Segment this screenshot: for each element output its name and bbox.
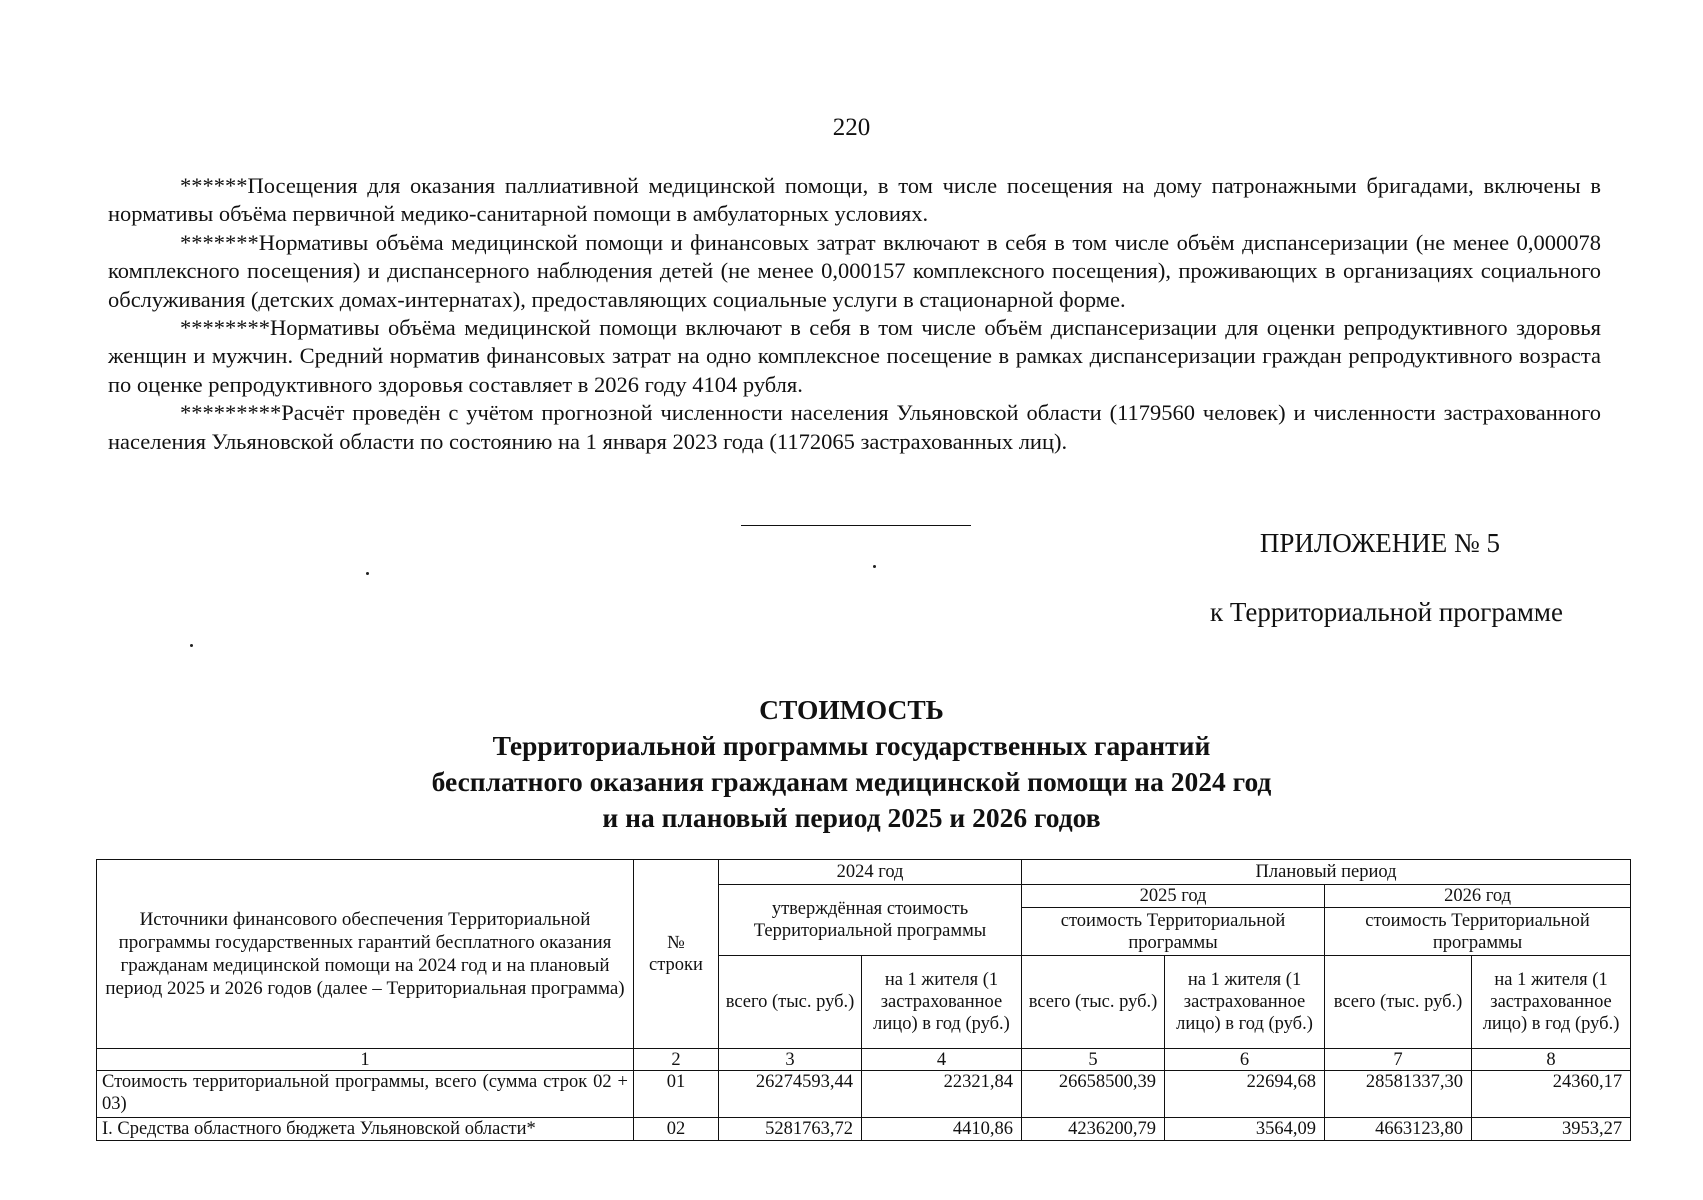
value-2024-per-capita: 4410,86 [862, 1118, 1022, 1141]
value-2025-total: 26658500,39 [1022, 1071, 1165, 1118]
value-2024-total: 26274593,44 [719, 1071, 862, 1118]
scan-speck [366, 572, 369, 575]
header-row-no: № строки [634, 860, 719, 1049]
value-2026-total: 4663123,80 [1325, 1118, 1472, 1141]
header-per-capita-2025: на 1 жителя (1 застрахованное лицо) в год (руб.) [1165, 956, 1325, 1049]
value-2024-per-capita: 22321,84 [862, 1071, 1022, 1118]
header-per-capita-2024: на 1 жителя (1 застрахованное лицо) в год (руб.) [862, 956, 1022, 1049]
value-2024-total: 5281763,72 [719, 1118, 862, 1141]
column-number: 2 [634, 1049, 719, 1071]
header-approved-cost: утверждённая стоимость Территориальной программы [719, 885, 1022, 956]
value-2025-per-capita: 22694,68 [1165, 1071, 1325, 1118]
footnote-reproductive-health: ********Нормативы объёма медицинской помощи включают в себя в том числе объём диспансеризации для оценки репродуктивного здоровья женщин и мужчин. Средний норматив финансовых затрат на одно комплексное посещение в рамках диспансеризации граждан репродуктивного возраста по оценке репродуктивного здоровья составляет в 2026 году 4104 рубля. [108, 315, 1601, 397]
value-2026-per-capita: 24360,17 [1472, 1071, 1631, 1118]
column-number: 6 [1165, 1049, 1325, 1071]
header-year-2024: 2024 год [719, 860, 1022, 885]
footnotes [108, 172, 1601, 456]
header-planned-period: Плановый период [1022, 860, 1631, 885]
row-number: 02 [634, 1118, 719, 1141]
value-2025-total: 4236200,79 [1022, 1118, 1165, 1141]
separator-line [741, 525, 971, 526]
header-cost-2026: стоимость Территориальной программы [1325, 908, 1631, 956]
column-number: 7 [1325, 1049, 1472, 1071]
header-total-2024: всего (тыс. руб.) [719, 956, 862, 1049]
row-label: Стоимость территориальной программы, всего (сумма строк 02 + 03) [97, 1071, 634, 1118]
heading-line-2: Территориальной программы государственных гарантий [492, 730, 1211, 761]
scan-speck [190, 644, 193, 647]
heading-line-4: и на плановый период 2025 и 2026 годов [602, 802, 1101, 833]
page-number: 220 [832, 114, 871, 141]
footnote-dispensary-children: *******Нормативы объёма медицинской помощи и финансовых затрат включают в себя в том числе объём диспансеризации (не менее 0,000078 комплексного посещения) и диспансерного наблюдения детей (не менее 0,000157 комплексного посещения), проживающих в организациях социального обслуживания (детских домах-интернатах), предоставляющих социальные услуги в стационарной форме. [108, 229, 1601, 312]
column-number: 1 [97, 1049, 634, 1071]
appendix-title: ПРИЛОЖЕНИЕ № 5 [1259, 528, 1500, 558]
table-row [97, 1118, 1631, 1141]
cost-table [96, 859, 1631, 1141]
value-2025-per-capita: 3564,09 [1165, 1118, 1325, 1141]
header-source: Источники финансового обеспечения Территориальной программы государственных гарантий бесплатного оказания гражданам медицинской помощи на 2024 год и на плановый период 2025 и 2026 годов (далее – Территориальная программа) [97, 860, 634, 1049]
header-year-2025: 2025 год [1022, 885, 1325, 908]
footnote-population: *********Расчёт проведён с учётом прогнозной численности населения Ульяновской области (1179560 человек) и численности застрахованного населения Ульяновской области по состоянию на 1 января 2023 года (1172065 застрахованных лиц). [108, 400, 1601, 454]
header-total-2025: всего (тыс. руб.) [1022, 956, 1165, 1049]
column-number: 3 [719, 1049, 862, 1071]
header-total-2026: всего (тыс. руб.) [1325, 956, 1472, 1049]
appendix-subtitle: к Территориальной программе [1210, 597, 1563, 627]
column-number: 8 [1472, 1049, 1631, 1071]
footnote-palliative: ******Посещения для оказания паллиативной медицинской помощи, в том числе посещения на дому патронажными бригадами, включены в нормативы объёма первичной медико-санитарной помощи в амбулаторных условиях. [108, 173, 1601, 227]
value-2026-per-capita: 3953,27 [1472, 1118, 1631, 1141]
scan-speck [873, 565, 876, 568]
document-heading [0, 692, 1703, 836]
value-2026-total: 28581337,30 [1325, 1071, 1472, 1118]
header-cost-2025: стоимость Территориальной программы [1022, 908, 1325, 956]
row-label: I. Средства областного бюджета Ульяновской области* [97, 1118, 634, 1141]
heading-line-3: бесплатного оказания гражданам медицинской помощи на 2024 год [431, 766, 1272, 797]
column-number: 4 [862, 1049, 1022, 1071]
row-number: 01 [634, 1071, 719, 1118]
column-number: 5 [1022, 1049, 1165, 1071]
header-per-capita-2026: на 1 жителя (1 застрахованное лицо) в год (руб.) [1472, 956, 1631, 1049]
header-year-2026: 2026 год [1325, 885, 1631, 908]
table-row [97, 1071, 1631, 1118]
heading-line-1: СТОИМОСТЬ [759, 694, 944, 725]
